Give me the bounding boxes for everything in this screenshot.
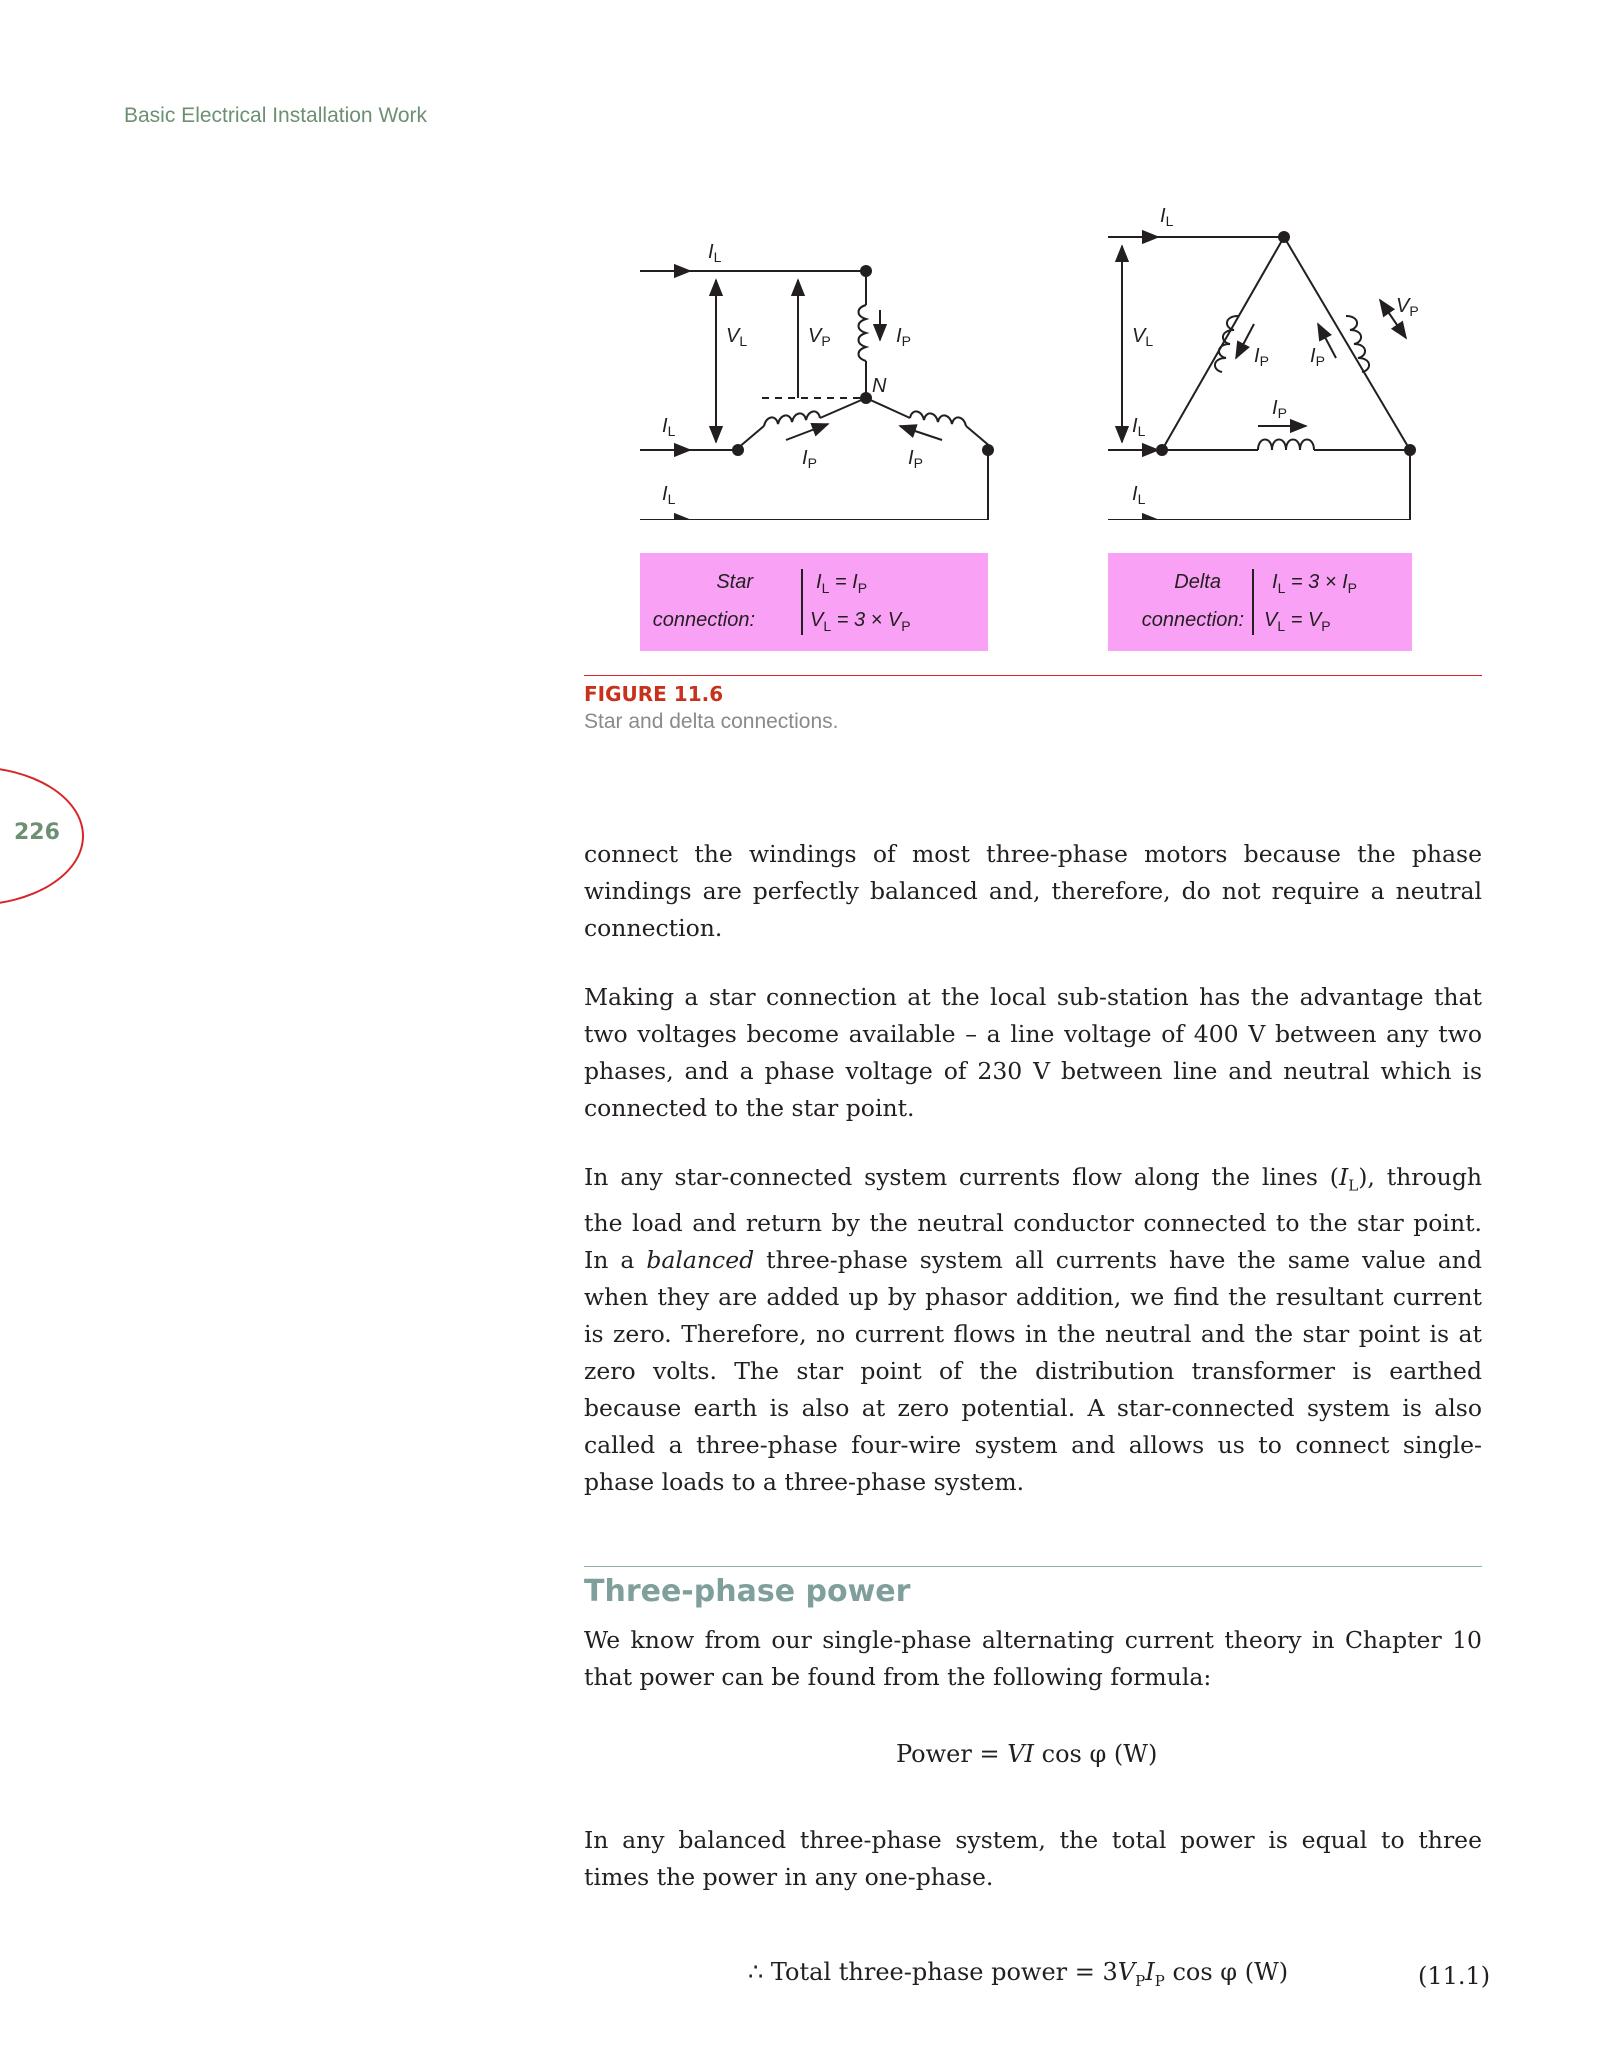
section-rule xyxy=(584,1566,1482,1567)
star-ip-right-label: $I_P$ xyxy=(908,447,923,471)
paragraph-3: In any star-connected system currents flow along the lines $(I_L)$, through the load and return by the neutral conductor connected to the star point. In a balanced three-phase system all currents have the same value and when they are added up by phasor addition, we find the resultant current is zero. Therefore, no current flows in the neutral and the star point is at zero volts. The star point of the distribution transformer is earthed because earth is also at zero potential. A star-connected system is also called a three-phase four-wire system and allows us to connect single-phase loads to a three-phase system. xyxy=(584,1163,1482,1496)
star-box-eq1: $I_L = I_P$ xyxy=(816,571,868,596)
paragraph-5: In any balanced three-phase system, the total power is equal to three times the power in any one-phase. xyxy=(584,1826,1482,1891)
star-box-eq2: $V_L = 3 \times V_P$ xyxy=(810,609,911,634)
star-il-mid-label: $I_L$ xyxy=(662,415,676,439)
power-equation: Power = VI cos φ (W) xyxy=(896,1740,1158,1768)
star-delta-diagram xyxy=(600,200,1480,520)
star-il-top-label: $I_L$ xyxy=(708,241,722,265)
delta-ip-left-label: $I_P$ xyxy=(1254,345,1269,369)
star-vl-label: $V_L$ xyxy=(726,325,748,349)
star-diagram xyxy=(640,271,992,520)
delta-box-eq2: $V_L = V_P$ xyxy=(1264,609,1331,634)
delta-formula-box xyxy=(1108,553,1412,651)
paragraph-2: Making a star connection at the local sub-station has the advantage that two voltages become available – a line voltage of 400 V between any two phases, and a phase voltage of 230 V between line and neutral which is connected to the star point. xyxy=(584,983,1482,1122)
star-vp-label: $V_P$ xyxy=(808,325,831,349)
delta-nodes xyxy=(1156,231,1416,456)
delta-ip-bottom-label: $I_P$ xyxy=(1272,397,1287,421)
delta-vl-label: $V_L$ xyxy=(1132,325,1154,349)
star-formula-box xyxy=(640,553,988,651)
page-number: 226 xyxy=(14,820,60,845)
delta-il-mid-label: $I_L$ xyxy=(1132,415,1146,439)
equation-number: (11.1) xyxy=(1418,1962,1491,1990)
section-heading: Three-phase power xyxy=(584,1574,911,1609)
delta-il-top-label: $I_L$ xyxy=(1160,205,1174,229)
figure-caption: Star and delta connections. xyxy=(584,710,839,733)
star-ip-top-label: $I_P$ xyxy=(896,325,911,349)
star-neutral-label: N xyxy=(872,375,887,397)
figure-number: FIGURE 11.6 xyxy=(584,682,724,706)
delta-box-divider xyxy=(1252,569,1254,635)
star-box-label-line1: Star xyxy=(716,571,753,593)
running-head: Basic Electrical Installation Work xyxy=(124,104,428,127)
delta-box-label-line1: Delta xyxy=(1174,571,1221,593)
delta-ip-right-label: $I_P$ xyxy=(1310,345,1325,369)
star-box-divider xyxy=(801,569,803,635)
delta-box-label-line2: connection: xyxy=(1141,609,1244,631)
delta-il-bot-label: $I_L$ xyxy=(1132,483,1146,507)
star-il-bot-label: $I_L$ xyxy=(662,483,676,507)
paragraph-1: connect the windings of most three-phase motors because the phase windings are perfectly balanced and, therefore, do not require a neutral connection. xyxy=(584,840,1482,942)
figure-rule xyxy=(584,675,1482,676)
delta-diagram xyxy=(1108,237,1410,520)
star-ip-left-label: $I_P$ xyxy=(802,447,817,471)
three-phase-power-equation: ∴ Total three-phase power = $3V_PI_P$ cos φ (W) xyxy=(748,1958,1289,1990)
star-box-label-line2: connection: xyxy=(652,609,755,631)
delta-box-eq1: $I_L = 3 \times I_P$ xyxy=(1272,571,1357,596)
paragraph-4: We know from our single-phase alternating current theory in Chapter 10 that power can be found from the following formula: xyxy=(584,1626,1482,1691)
delta-vp-label: $V_P$ xyxy=(1396,295,1419,319)
